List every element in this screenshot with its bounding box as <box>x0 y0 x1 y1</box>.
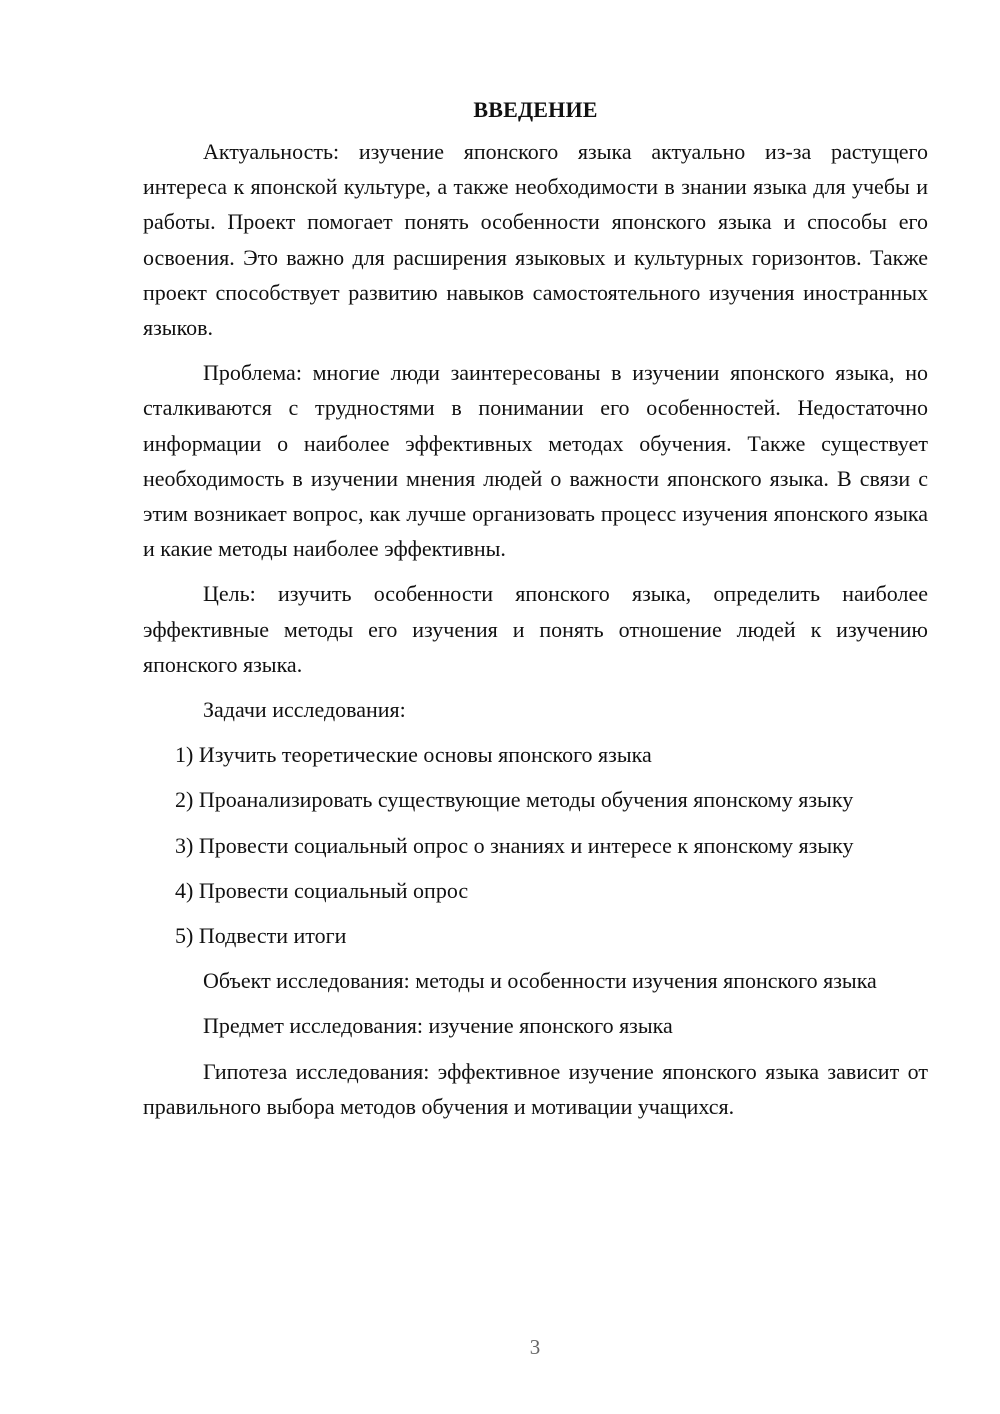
section-title: ВВЕДЕНИЕ <box>473 97 598 122</box>
paragraph-object: Объект исследования: методы и особенности изучения японского языка <box>203 968 877 994</box>
task-item: 4) Провести социальный опрос <box>175 877 469 903</box>
paragraph-goal: Цель: изучить особенности японского языка, определить наиболее эффективные методы его изучения и понять отношение людей к изучению японского языка. <box>143 581 928 677</box>
paragraph-subject: Предмет исследования: изучение японского языка <box>203 1013 673 1039</box>
task-item: 3) Провести социальный опрос о знаниях и интересе к японскому языку <box>175 832 854 858</box>
page-number: 3 <box>529 1335 541 1359</box>
paragraph-hypothesis: Гипотеза исследования: эффективное изучение японского языка зависит от правильного выбора методов обучения и мотивации учащихся. <box>143 1058 928 1119</box>
task-item: 5) Подвести итоги <box>175 923 347 949</box>
document-page <box>143 92 928 1134</box>
task-item: 2) Проанализировать существующие методы обучения японскому языку <box>175 787 854 813</box>
paragraph-relevance: Актуальность: изучение японского языка актуально из-за растущего интереса к японской культуре, а также необходимости в знании языка для учебы и работы. Проект помогает понять особенности японского языка и способы его освоения. Это важно для расширения языковых и культурных горизонтов. Также проект способствует развитию навыков самостоятельного изучения иностранных языков. <box>143 139 928 341</box>
task-item: 1) Изучить теоретические основы японского языка <box>175 742 652 768</box>
tasks-heading: Задачи исследования: <box>203 697 406 723</box>
paragraph-problem: Проблема: многие люди заинтересованы в изучении японского языка, но сталкиваются с трудностями в понимании его особенностей. Недостаточно информации о наиболее эффективных методах обучения. Также существует необходимость в изучении мнения людей о важности японского языка. В связи с этим возникает вопрос, как лучше организовать процесс изучения японского языка и какие методы наиболее эффективны. <box>143 360 928 562</box>
